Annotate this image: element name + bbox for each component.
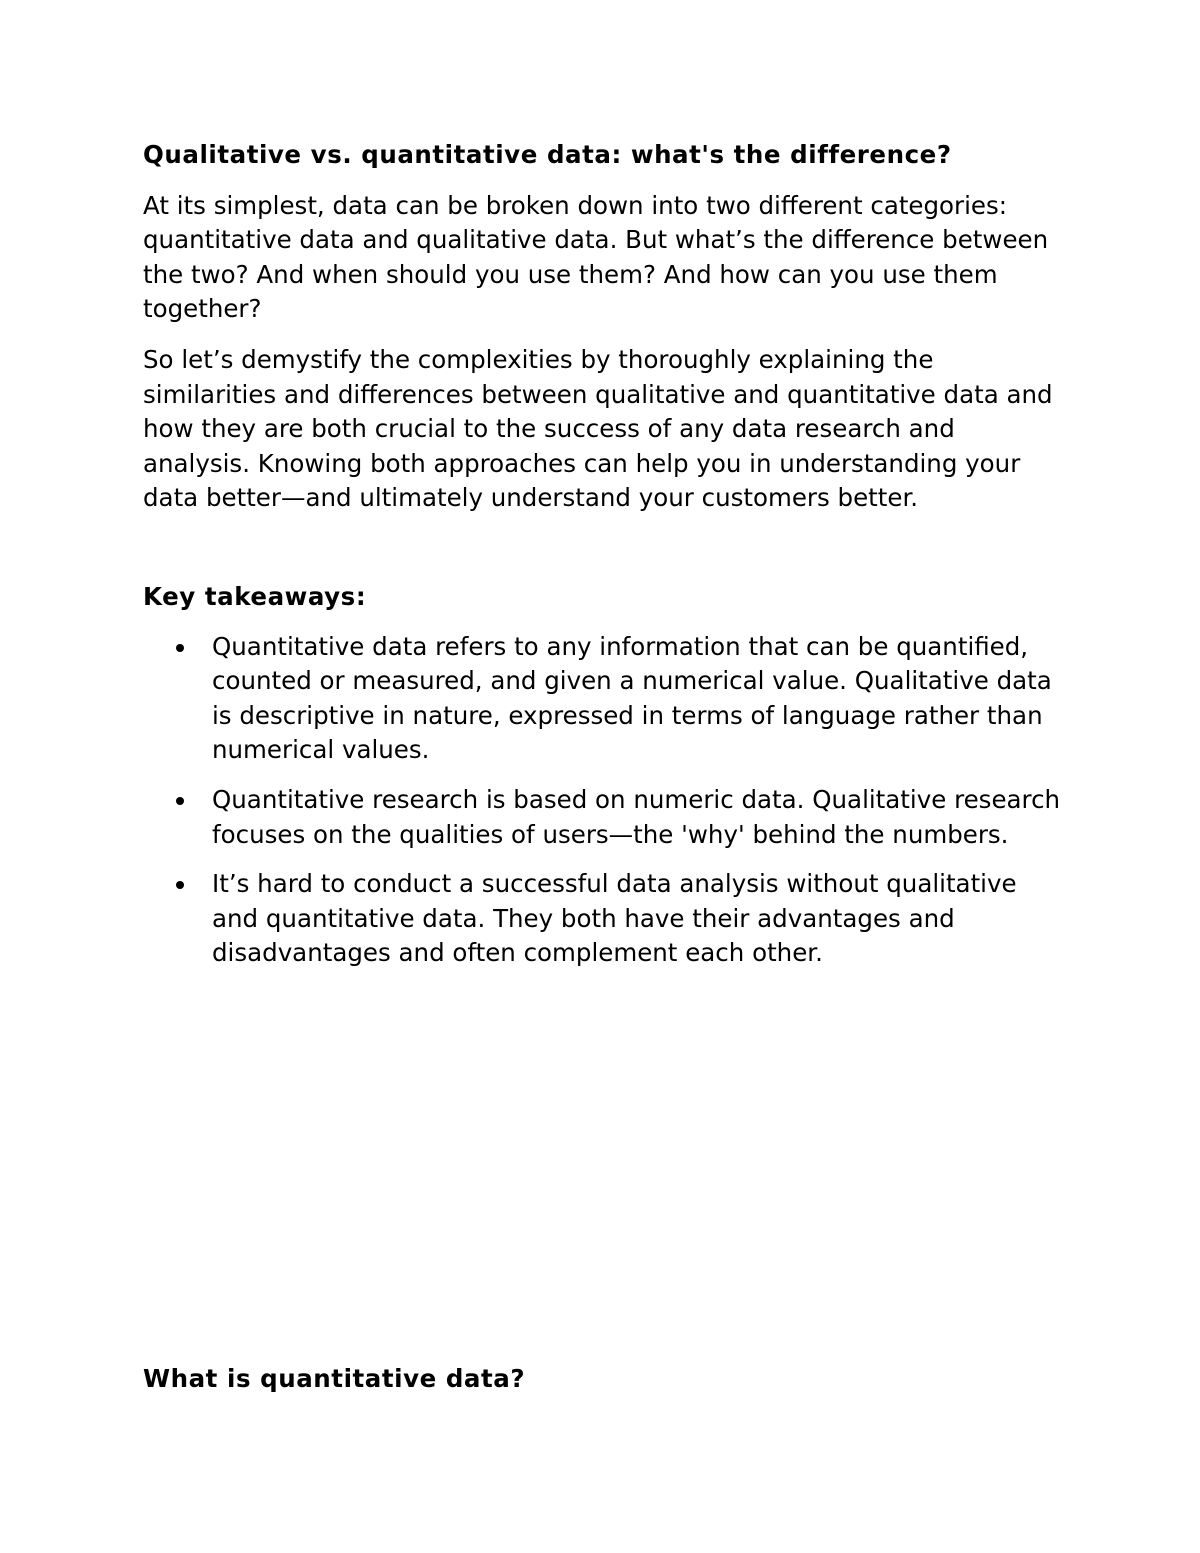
bullet-icon xyxy=(176,881,184,889)
list-item-text: Quantitative research is based on numeric data. Qualitative research focuses on the qualities of users—the 'why' behind the numbers. xyxy=(212,784,1061,849)
bullet-icon xyxy=(176,644,184,652)
section-heading: What is quantitative data? xyxy=(143,1364,526,1393)
list-item-text: Quantitative data refers to any information that can be quantified, counted or measured, and given a numerical value. Qualitative data is descriptive in nature, expressed in terms of language rather than numerical values. xyxy=(212,631,1052,765)
list-item xyxy=(143,630,1063,768)
bullet-icon xyxy=(176,797,184,805)
document-body xyxy=(143,138,1063,986)
intro-paragraph-1: At its simplest, data can be broken down into two different categories: quantitative data and qualitative data. But what’s the difference between the two? And when should you use them? And how can you use them together? xyxy=(143,190,1049,324)
document-title: Qualitative vs. quantitative data: what's the difference? xyxy=(143,140,952,169)
list-item-text: It’s hard to conduct a successful data analysis without qualitative and quantitative data. They both have their advantages and disadvantages and often complement each other. xyxy=(212,869,1017,968)
takeaways-list xyxy=(143,630,1063,971)
takeaways-heading: Key takeaways: xyxy=(143,581,367,611)
list-item xyxy=(143,783,1063,852)
list-item xyxy=(143,867,1063,971)
intro-paragraph-2: So let’s demystify the complexities by thoroughly explaining the similarities and differences between qualitative and quantitative data and how they are both crucial to the success of any data research and analysis. Knowing both approaches can help you in understanding your data better—and ultimately understand your customers better. xyxy=(143,344,1053,513)
